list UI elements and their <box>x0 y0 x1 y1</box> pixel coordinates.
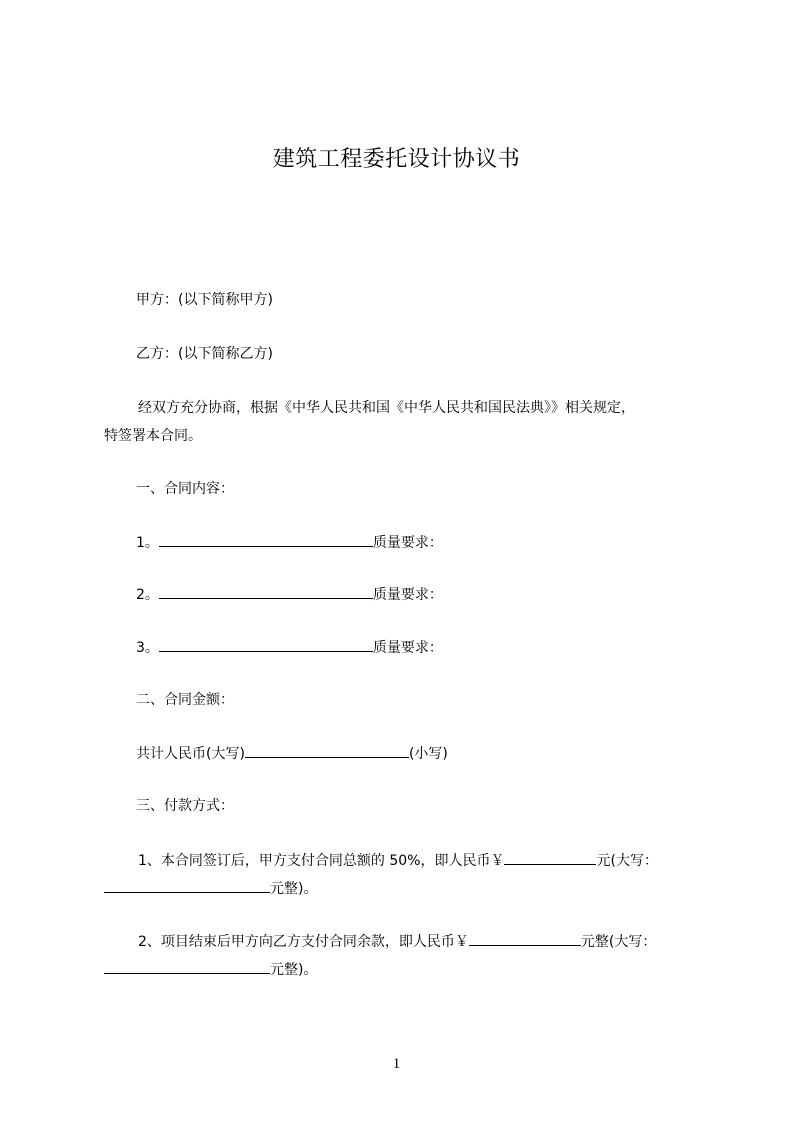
payment-1-end: 元整)。 <box>270 881 318 897</box>
payment-1-line-1 <box>138 850 738 871</box>
payment-2-middle: 元整(大写： <box>580 934 657 950</box>
payment-1-amount-blank <box>504 850 596 865</box>
content-item-number: 2。 <box>136 587 159 603</box>
payment-1-prefix: 1、本合同签订后，甲方支付合同总额的 50%，即人民币￥ <box>138 853 505 869</box>
content-item-number: 1。 <box>136 535 159 551</box>
content-item-blank <box>159 637 373 652</box>
payment-1-line-2 <box>104 878 704 899</box>
party-b-line: 乙方：(以下简称乙方) <box>136 346 273 362</box>
document-title: 建筑工程委托设计协议书 <box>272 147 521 172</box>
content-item-2 <box>136 584 736 605</box>
payment-2-capital-blank <box>104 959 270 974</box>
payment-1-capital-blank <box>104 878 270 893</box>
payment-2-end: 元整)。 <box>270 962 318 978</box>
content-item-3 <box>136 637 736 658</box>
section-2-heading: 二、合同金额： <box>136 692 234 708</box>
payment-2-line-2 <box>104 959 704 980</box>
content-item-1 <box>136 532 736 553</box>
content-item-blank <box>159 584 373 599</box>
content-item-blank <box>159 532 373 547</box>
preamble-line-1: 经双方充分协商，根据《中华人民共和国《中华人民共和国民法典》》相关规定， <box>138 400 635 416</box>
amount-blank <box>245 743 409 758</box>
amount-suffix: (小写) <box>408 746 448 762</box>
content-item-quality: 质量要求： <box>372 640 443 656</box>
payment-2-line-1 <box>138 931 738 952</box>
section-3-heading: 三、付款方式： <box>136 798 234 814</box>
amount-prefix: 共计人民币(大写) <box>136 746 245 762</box>
content-item-quality: 质量要求： <box>372 587 443 603</box>
contract-amount-line <box>136 743 736 764</box>
content-item-quality: 质量要求： <box>372 535 443 551</box>
party-a-line: 甲方：(以下简称甲方) <box>136 292 273 308</box>
preamble-line-2: 特签署本合同。 <box>104 428 202 444</box>
content-item-number: 3。 <box>136 640 159 656</box>
payment-2-amount-blank <box>469 931 581 946</box>
payment-1-middle: 元(大写： <box>596 853 658 869</box>
section-1-heading: 一、合同内容： <box>136 481 234 497</box>
payment-2-prefix: 2、项目结束后甲方向乙方支付合同余款，即人民币￥ <box>138 934 469 950</box>
page-number: 1 <box>392 1056 401 1072</box>
